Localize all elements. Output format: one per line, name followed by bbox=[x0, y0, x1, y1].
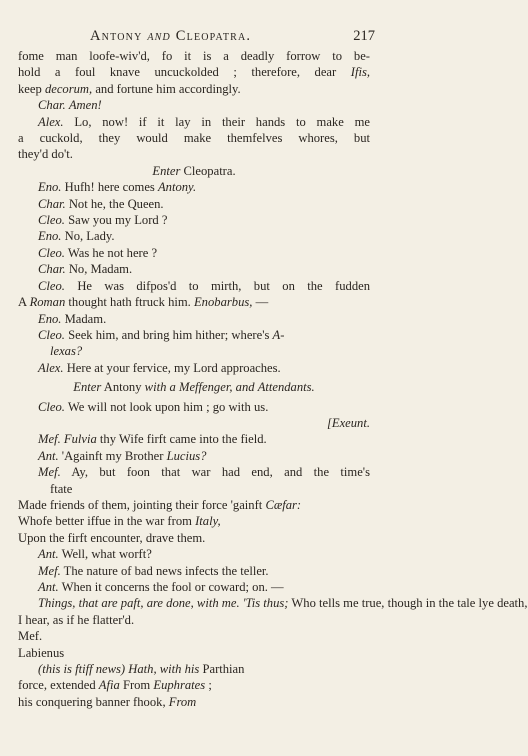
text-line: force, extended Afia From Euphrates ; bbox=[18, 678, 212, 693]
speech-line: Cleo. Saw you my Lord ? bbox=[38, 213, 168, 228]
text-line: A Roman thought hath ftruck him. Enobarbus, — bbox=[18, 295, 269, 310]
text-line: fome man loofe-wiv'd, fo it is a deadly forrow to be- bbox=[18, 49, 370, 63]
text-line: Made friends of them, jointing their force 'gainft Cæfar: bbox=[18, 497, 302, 512]
speech-line: Eno. Madam. bbox=[38, 311, 107, 326]
speech-line: Cleo. He was difpos'd to mirth, but on the fudden bbox=[38, 278, 370, 293]
text-line: Mef. bbox=[18, 629, 43, 644]
stage-direction: [Exeunt. bbox=[326, 415, 370, 430]
speaker-name: Cleo. bbox=[38, 399, 65, 414]
speech-line: Ant. Well, what worft? bbox=[38, 547, 152, 562]
speaker-name: Cleo. bbox=[38, 213, 65, 228]
text-line: Labienus bbox=[18, 645, 65, 660]
speech-line: Mef. Ay, but foon that war had end, and the time's bbox=[38, 465, 370, 480]
speech-line: Alex. Lo, now! if it lay in their hands to make me bbox=[38, 114, 370, 129]
text-line: I hear, as if he flatter'd. bbox=[18, 612, 135, 627]
speaker-name: Mef. bbox=[38, 563, 61, 578]
text-line: his conquering banner fhook, From bbox=[18, 694, 197, 709]
speaker-name: Mef. bbox=[38, 432, 61, 447]
speaker-name: Eno. bbox=[38, 180, 62, 195]
text-line: Whofe better iffue in the war from Italy, bbox=[18, 514, 221, 529]
speaker-name: Char. bbox=[38, 98, 66, 113]
running-header bbox=[90, 28, 375, 45]
text-line: ftate bbox=[50, 481, 73, 496]
speech-line: Cleo. Was he not here ? bbox=[38, 245, 158, 260]
speech-line: Char. Not he, the Queen. bbox=[38, 196, 164, 211]
speaker-name: Alex. bbox=[38, 114, 64, 129]
text-line: keep decorum, and fortune him accordingly. bbox=[18, 81, 241, 96]
text-line: they'd do't. bbox=[18, 147, 73, 162]
speaker-name: Char. bbox=[38, 262, 66, 277]
running-title: Antony and Cleopatra. bbox=[90, 28, 252, 44]
page-number: 217 bbox=[353, 28, 375, 44]
speaker-name: Ant. bbox=[38, 547, 59, 562]
speaker-name: Cleo. bbox=[38, 245, 65, 260]
speaker-name: Things, that are paft, are done, with me. 'Tis thus; bbox=[38, 596, 289, 611]
speech-line: (this is ftiff news) Hath, with his Parthian bbox=[38, 662, 245, 677]
text-line: a cuckold, they would make themfelves whores, but bbox=[18, 131, 370, 146]
speech-line: Mef. Fulvia thy Wife firft came into the field. bbox=[38, 432, 267, 447]
speaker-name: Cleo. bbox=[38, 278, 65, 293]
stage-direction: Enter Cleopatra. bbox=[152, 163, 236, 178]
speech-line: Cleo. Seek him, and bring him hither; where's A- bbox=[38, 327, 285, 342]
text-line: lexas? bbox=[50, 344, 83, 359]
speech-line: Ant. When it concerns the fool or coward; on. — bbox=[38, 580, 284, 594]
speaker-name: Cleo. bbox=[38, 327, 65, 342]
text-line: hold a foul knave uncuckolded ; therefore, dear Ifis, bbox=[18, 65, 370, 80]
speech-line: Eno. No, Lady. bbox=[38, 229, 115, 244]
speaker-name: Ant. bbox=[38, 448, 59, 463]
speaker-name: Eno. bbox=[38, 311, 62, 326]
speech-line: Char. No, Madam. bbox=[38, 262, 133, 277]
speaker-name: Ant. bbox=[38, 580, 59, 594]
stage-direction: Enter Antony with a Meffenger, and Attendants. bbox=[73, 380, 315, 395]
speech-line: Things, that are paft, are done, with me. 'Tis thus; Who tells me true, though in the tale lye death, bbox=[38, 596, 528, 611]
speaker-name: (this is ftiff news) bbox=[38, 662, 126, 677]
speaker-name: Alex. bbox=[38, 360, 64, 375]
speaker-name: Eno. bbox=[38, 229, 62, 244]
speech-line: Mef. The nature of bad news infects the teller. bbox=[38, 563, 269, 578]
speech-line: Cleo. We will not look upon him ; go with us. bbox=[38, 399, 269, 414]
speech-line: Char. Amen! bbox=[38, 98, 102, 113]
speaker-name: Mef. bbox=[38, 465, 61, 480]
speaker-name: Char. bbox=[38, 196, 66, 211]
speech-line: Ant. 'Againft my Brother Lucius? bbox=[38, 448, 207, 463]
play-text bbox=[18, 48, 528, 710]
speech-line: Eno. Hufh! here comes Antony. bbox=[38, 180, 197, 195]
text-line: Upon the firft encounter, drave them. bbox=[18, 530, 206, 545]
speech-line: Alex. Here at your fervice, my Lord approaches. bbox=[38, 360, 281, 375]
